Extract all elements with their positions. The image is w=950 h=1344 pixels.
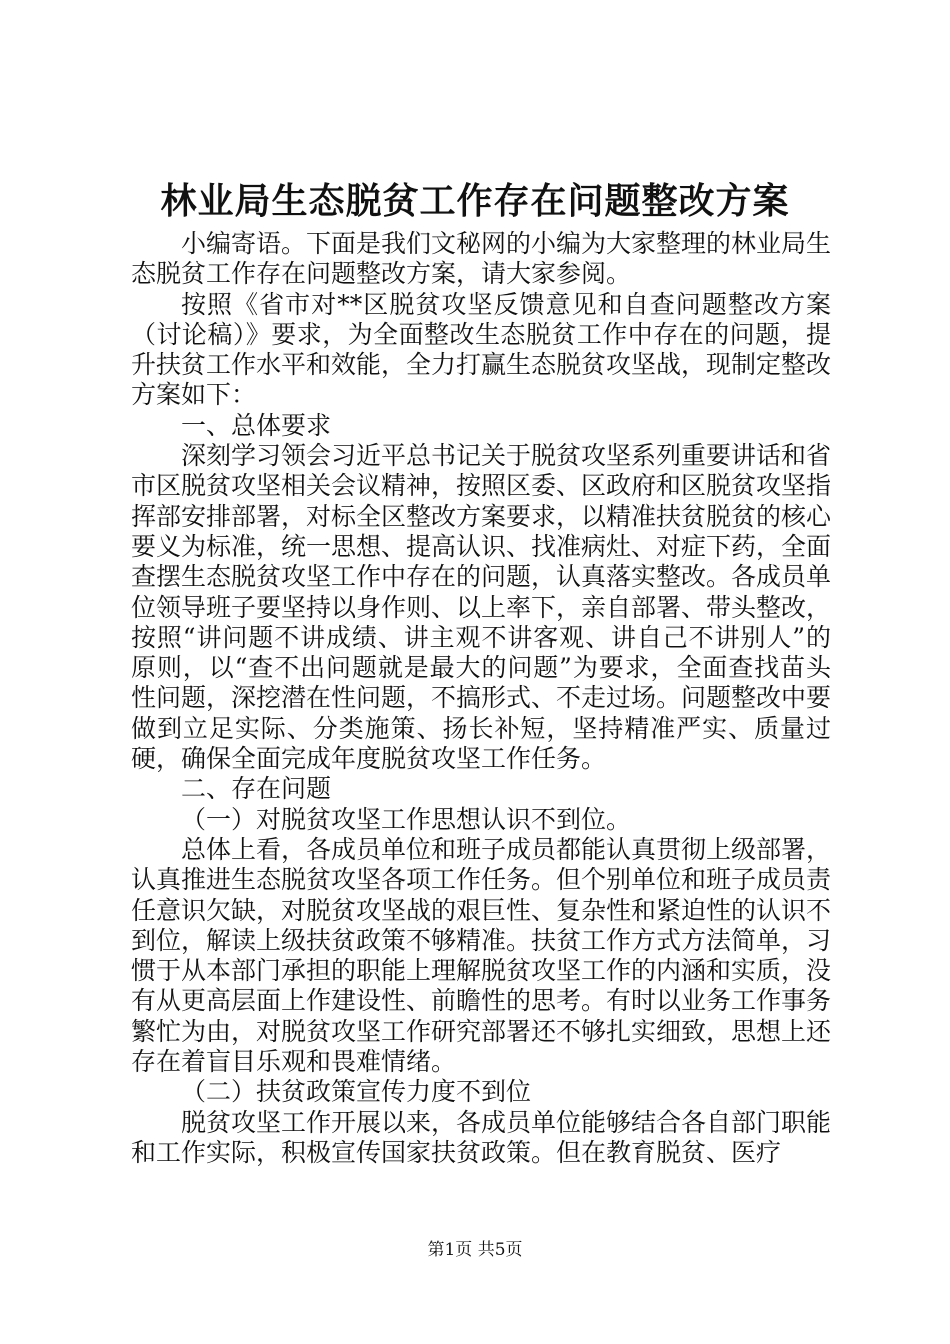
page-footer: 第1页 共5页: [427, 1240, 523, 1260]
section-heading-general-requirements: 一、总体要求: [181, 410, 332, 440]
paragraph-problem-1: 总体上看，各成员单位和班子成员都能认真贯彻上级部署，认真推进生态脱贫攻坚各项工作任务。但个别单位和班子成员责任意识欠缺，对脱贫攻坚战的艰巨性、复杂性和紧迫性的认识不到位，解读上级扶贫政策不够精准。扶贫工作方式方法简单，习惯于从本部门承担的职能上理解脱贫攻坚工作的内涵和实质，没有从更高层面上作建设性、前瞻性的思考。有时以业务工作事务繁忙为由，对脱贫攻坚工作研究部署还不够扎实细致，思想上还存在着盲目乐观和畏难情绪。: [131, 834, 832, 1077]
section-heading-existing-problems: 二、存在问题: [181, 774, 332, 804]
subheading-problem-1: （一）对脱贫攻坚工作思想认识不到位。: [181, 804, 632, 834]
document-title: 林业局生态脱贫工作存在问题整改方案: [160, 180, 790, 222]
paragraph-intro: 小编寄语。下面是我们文秘网的小编为大家整理的林业局生态脱贫工作存在问题整改方案，请大家参阅。: [131, 229, 832, 289]
paragraph-purpose: 按照《省市对**区脱贫攻坚反馈意见和自查问题整改方案（讨论稿）》要求，为全面整改生态脱贫工作中存在的问题，提升扶贫工作水平和效能，全力打赢生态脱贫攻坚战，现制定整改方案如下：: [131, 289, 832, 410]
subheading-problem-2: （二）扶贫政策宣传力度不到位: [181, 1077, 532, 1107]
paragraph-general-requirements: 深刻学习领会习近平总书记关于脱贫攻坚系列重要讲话和省市区脱贫攻坚相关会议精神，按照区委、区政府和区脱贫攻坚指挥部安排部署，对标全区整改方案要求，以精准扶贫脱贫的核心要义为标准，统一思想、提高认识、找准病灶、对症下药，全面查摆生态脱贫攻坚工作中存在的问题，认真落实整改。各成员单位领导班子要坚持以身作则、以上率下，亲自部署、带头整改，按照“讲问题不讲成绩、讲主观不讲客观、讲自己不讲别人”的原则，以“查不出问题就是最大的问题”为要求，全面查找苗头性问题，深挖潜在性问题，不搞形式、不走过场。问题整改中要做到立足实际、分类施策、扬长补短，坚持精准严实、质量过硬，确保全面完成年度脱贫攻坚工作任务。: [131, 441, 832, 774]
paragraph-problem-2: 脱贫攻坚工作开展以来，各成员单位能够结合各自部门职能和工作实际，积极宣传国家扶贫政策。但在教育脱贫、医疗: [131, 1107, 832, 1167]
document-body: [131, 229, 831, 1168]
